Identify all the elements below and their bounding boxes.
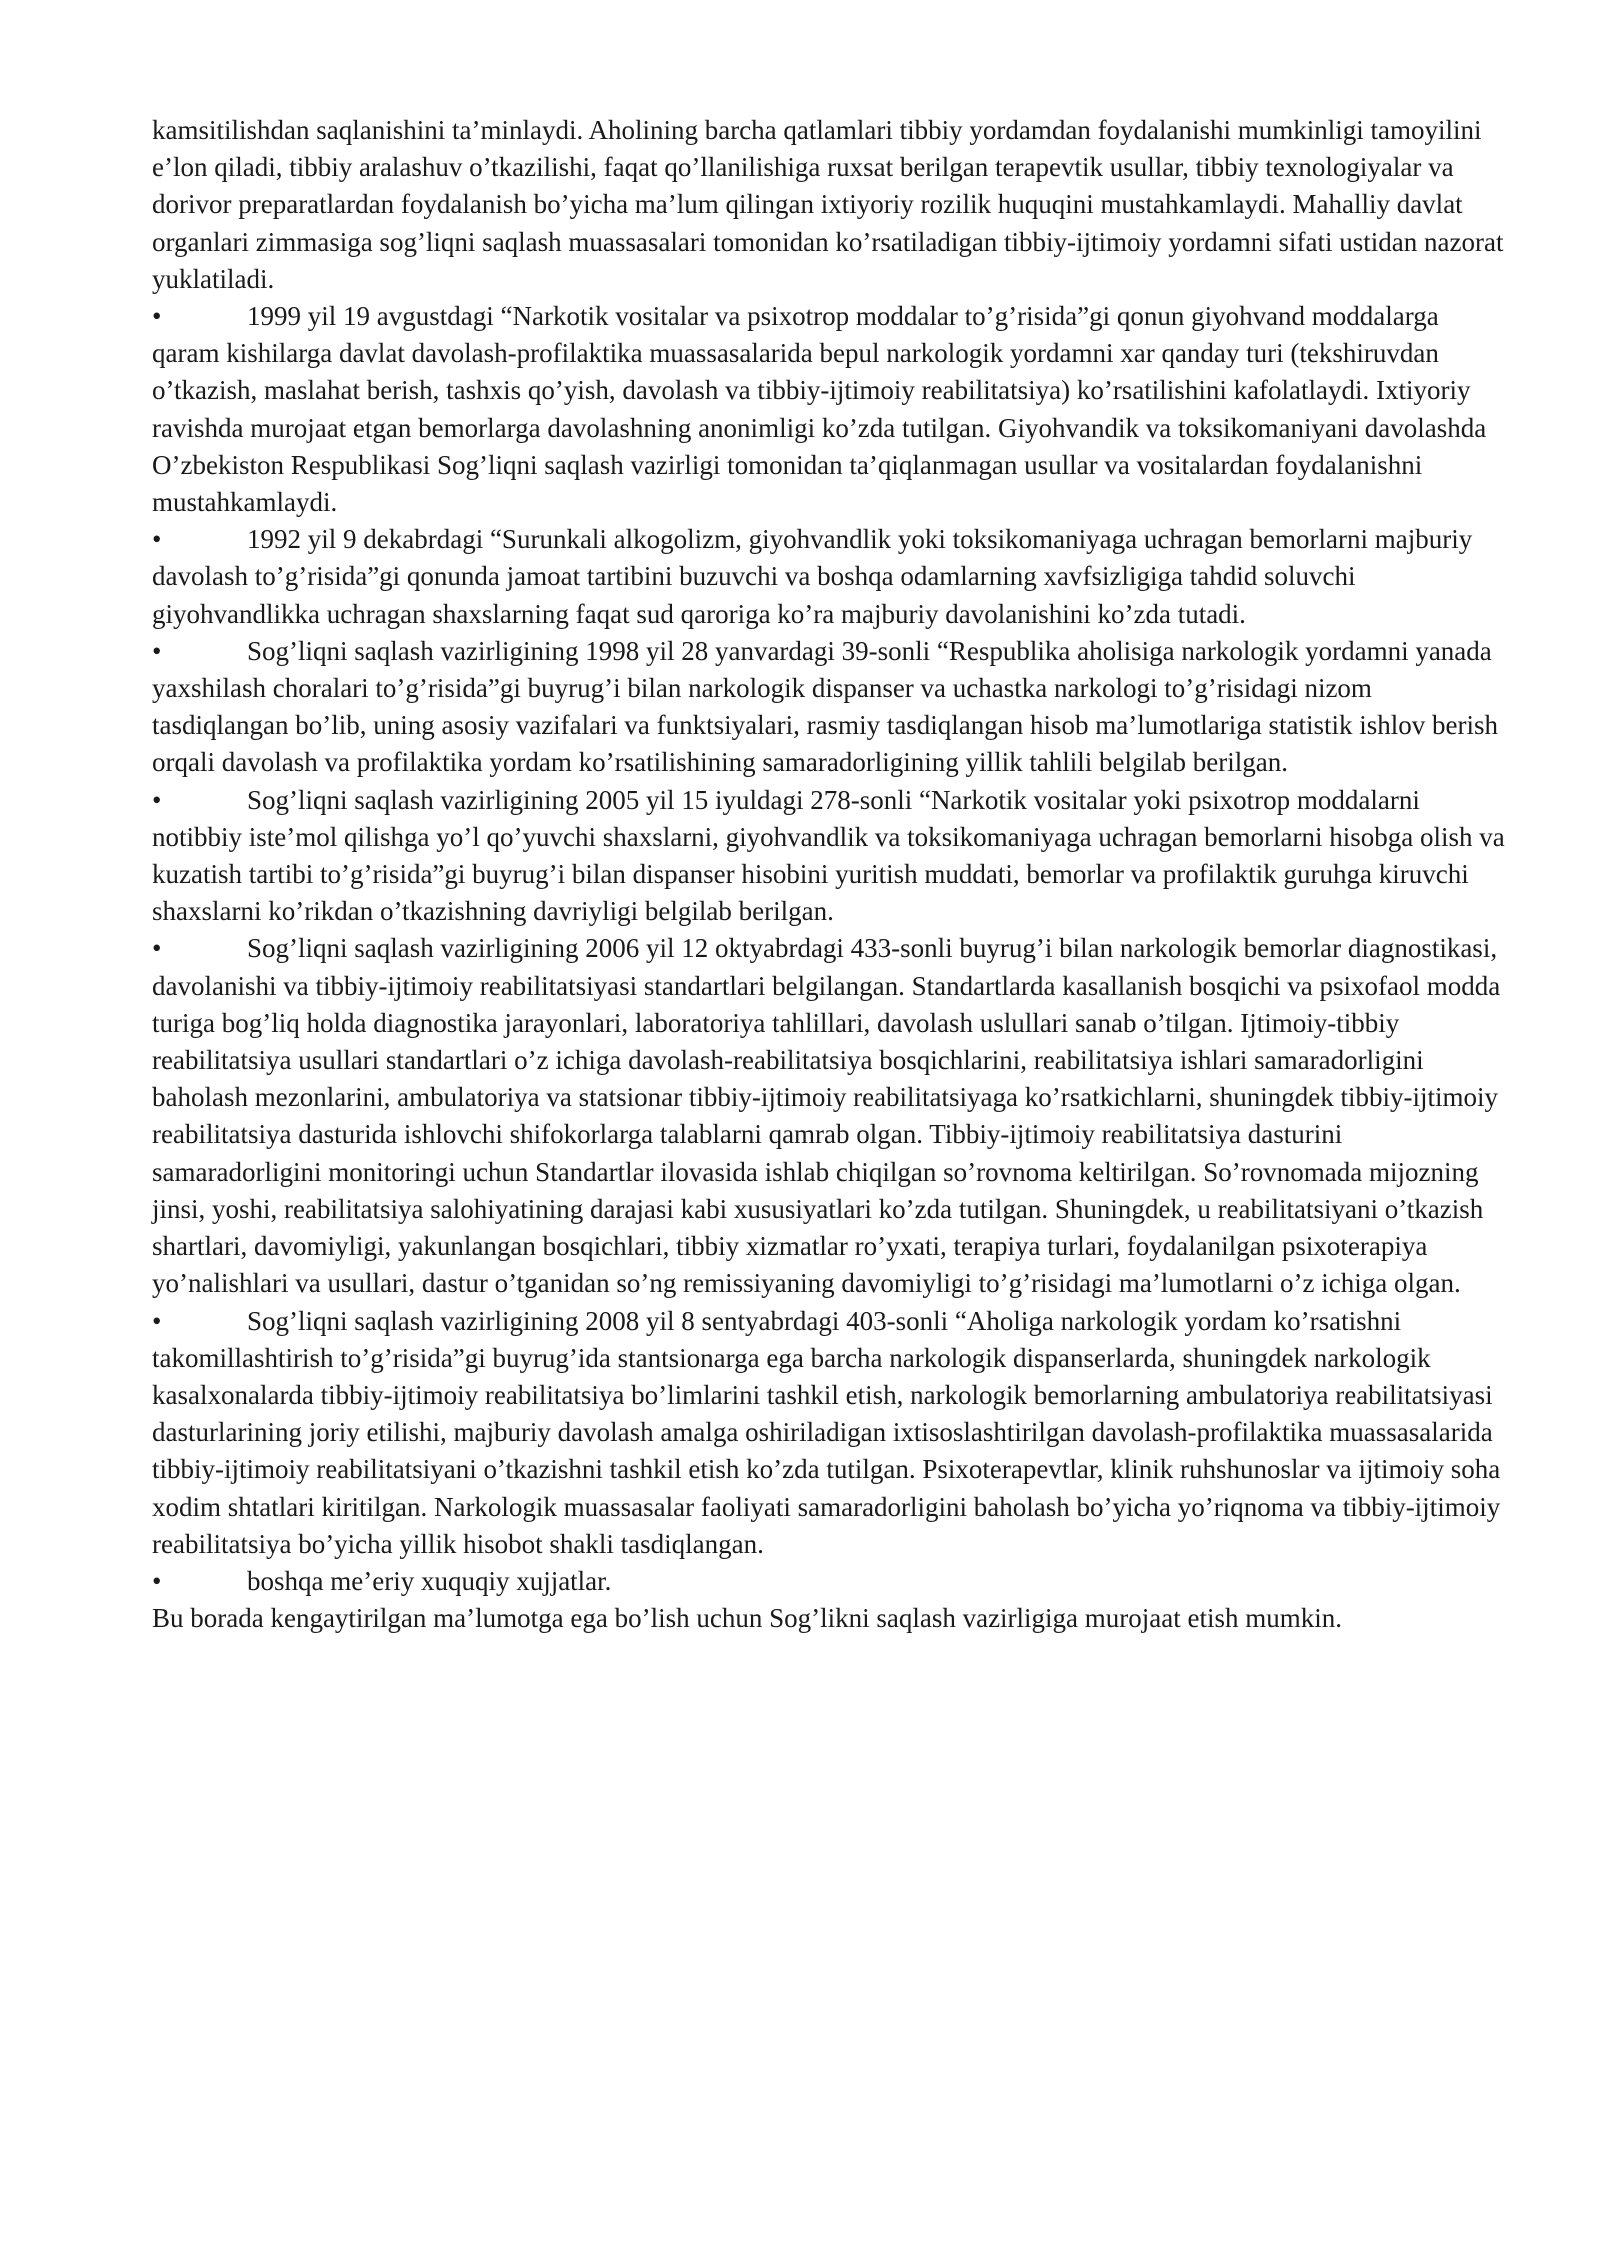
intro-paragraph: kamsitilishdan saqlanishini ta’minlaydi. Aholining barcha qatlamlari tibbiy yordamdan foydalanishi mumkinligi tamoyilini e’lon qiladi, tibbiy aralashuv o’tkazilishi, faqat qo’llanilishiga ruxsat berilgan terapevtik usullar, tibbiy texnologiyalar va dorivor preparatlardan foydalanish bo’yicha ma’lum qilingan ixtiyoriy rozilik huquqini mustahkamlaydi. Mahalliy davlat organlari zimmasiga sog’liqni saqlash muassasalari tomonidan ko’rsatiladigan tibbiy-ijtimoiy yordamni sifati ustidan nazorat yuklatiladi. (152, 115, 1504, 294)
bullet-item-7 (152, 1563, 1512, 1600)
bullet-text-2: 1992 yil 9 dekabrdagi “Surunkali alkogolizm, giyohvandlik yoki toksikomaniyaga uchragan bemorlarni majburiy davolash to’g’risida”gi qonunda jamoat tartibini buzuvchi va boshqa odamlarning xavfsizligiga tahdid soluvchi giyohvandlikka uchragan shaxslarning faqat sud qaroriga ko’ra majburiy davolanishini ko’zda tutadi. (152, 524, 1473, 629)
bullet-text-3: Sog’liqni saqlash vazirligining 1998 yil 28 yanvardagi 39-sonli “Respublika aholisiga narkologik yordamni yanada yaxshilash choralari to’g’risida”gi buyrug’i bilan narkologik dispanser va uchastka narkologi to’g’risidagi nizom tasdiqlangan bo’lib, uning asosiy vazifalari va funktsiyalari, rasmiy tasdiqlangan hisob ma’lumotlariga statistik ishlov berish orqali davolash va profilaktika yordam ko’rsatilishining samaradorligining yillik tahlili belgilab berilgan. (152, 635, 1498, 778)
bullet-item-2 (152, 521, 1512, 633)
bullet-item-4 (152, 782, 1512, 931)
bullet-mark: • (152, 933, 162, 964)
bullet-item-6 (152, 1303, 1512, 1563)
bullet-mark: • (152, 524, 162, 555)
bullet-text-7: boshqa me’eriy xuquqiy xujjatlar. (247, 1565, 612, 1596)
bullet-mark: • (152, 1565, 162, 1596)
bullet-item-1 (152, 298, 1512, 521)
bullet-text-5: Sog’liqni saqlash vazirligining 2006 yil 12 oktyabrdagi 433-sonli buyrug’i bilan narkologik bemorlar diagnostikasi, davolanishi va tibbiy-ijtimoiy reabilitatsiyasi standartlari belgilangan. Standartlarda kasallanish bosqichi va psixofaol modda turiga bog’liq holda diagnostika jarayonlari, laboratoriya tahlillari, davolash uslullari sanab o’tilgan. Ijtimoiy-tibbiy reabilitatsiya usullari standartlari o’z ichiga davolash-reabilitatsiya bosqichlarini, reabilitatsiya ishlari samaradorligini baholash mezonlarini, ambulatoriya va statsionar tibbiy-ijtimoiy reabilitatsiyaga ko’rsatkichlarni, shuningdek tibbiy-ijtimoiy reabilitatsiya dasturida ishlovchi shifokorlarga talablarni qamrab olgan. Tibbiy-ijtimoiy reabilitatsiya dasturini samaradorligini monitoringi uchun Standartlar ilovasida ishlab chiqilgan so’rovnoma keltirilgan. So’rovnomada mijozning jinsi, yoshi, reabilitatsiya salohiyatining darajasi kabi xususiyatlari ko’zda tutilgan. Shuningdek, u reabilitatsiyani o’tkazish shartlari, davomiyligi, yakunlangan bosqichlari, tibbiy xizmatlar ro’yxati, terapiya turlari, foydalanilgan psixoterapiya yo’nalishlari va usullari, dastur o’tganidan so’ng remissiyaning davomiyligi to’g’risidagi ma’lumotlarni o’z ichiga olgan. (152, 933, 1501, 1299)
bullet-mark: • (152, 1305, 162, 1336)
bullet-mark: • (152, 301, 162, 332)
closing-paragraph: Bu borada kengaytirilgan ma’lumotga ega bo’lish uchun Sog’likni saqlash vazirligiga murojaat etish mumkin. (152, 1603, 1342, 1634)
bullet-item-3 (152, 633, 1512, 782)
bullet-text-1: 1999 yil 19 avgustdagi “Narkotik vositalar va psixotrop moddalar to’g’risida”gi qonun giyohvand moddalarga qaram kishilarga davlat davolash-profilaktika muassasalarida bepul narkologik yordamni xar qanday turi (tekshiruvdan o’tkazish, maslahat berish, tashxis qo’yish, davolash va tibbiy-ijtimoiy reabilitatsiya) ko’rsatilishini kafolatlaydi. Ixtiyoriy ravishda murojaat etgan bemorlarga davolashning anonimligi ko’zda tutilgan. Giyohvandik va toksikomaniyani davolashda O’zbekiston Respublikasi Sog’liqni saqlash vazirligi tomonidan ta’qiqlanmagan usullar va vositalardan foydalanishni mustahkamlaydi. (152, 301, 1487, 518)
bullet-text-6: Sog’liqni saqlash vazirligining 2008 yil 8 sentyabrdagi 403-sonli “Aholiga narkologik yordam ko’rsatishni takomillashtirish to’g’risida”gi buyrug’ida stantsionarga ega barcha narkologik dispanserlarda, shuningdek narkologik kasalxonalarda tibbiy-ijtimoiy reabilitatsiya bo’limlarini tashkil etish, narkologik bemorlarning ambulatoriya reabilitatsiyasi dasturlarining joriy etilishi, majburiy davolash amalga oshiriladigan ixtisoslashtirilgan davolash-profilaktika muassasalarida tibbiy-ijtimoiy reabilitatsiyani o’tkazishni tashkil etish ko’zda tutilgan. Psixoterapevtlar, klinik ruhshunoslar va ijtimoiy soha xodim shtatlari kiritilgan. Narkologik muassasalar faoliyati samaradorligini baholash bo’yicha yo’riqnoma va tibbiy-ijtimoiy reabilitatsiya bo’yicha yillik hisobot shakli tasdiqlangan. (152, 1305, 1501, 1559)
bullet-mark: • (152, 784, 162, 815)
document-page (152, 112, 1512, 1637)
bullet-mark: • (152, 635, 162, 666)
bullet-text-4: Sog’liqni saqlash vazirligining 2005 yil 15 iyuldagi 278-sonli “Narkotik vositalar yoki psixotrop moddalarni notibbiy iste’mol qilishga yo’l qo’yuvchi shaxslarni, giyohvandlik va toksikomaniyaga uchragan bemorlarni hisobga olish va kuzatish tartibi to’g’risida”gi buyrug’i bilan dispanser hisobini yuritish muddati, bemorlar va profilaktik guruhga kiruvchi shaxslarni ko’rikdan o’tkazishning davriyligi belgilab berilgan. (152, 784, 1505, 927)
bullet-item-5 (152, 930, 1512, 1302)
